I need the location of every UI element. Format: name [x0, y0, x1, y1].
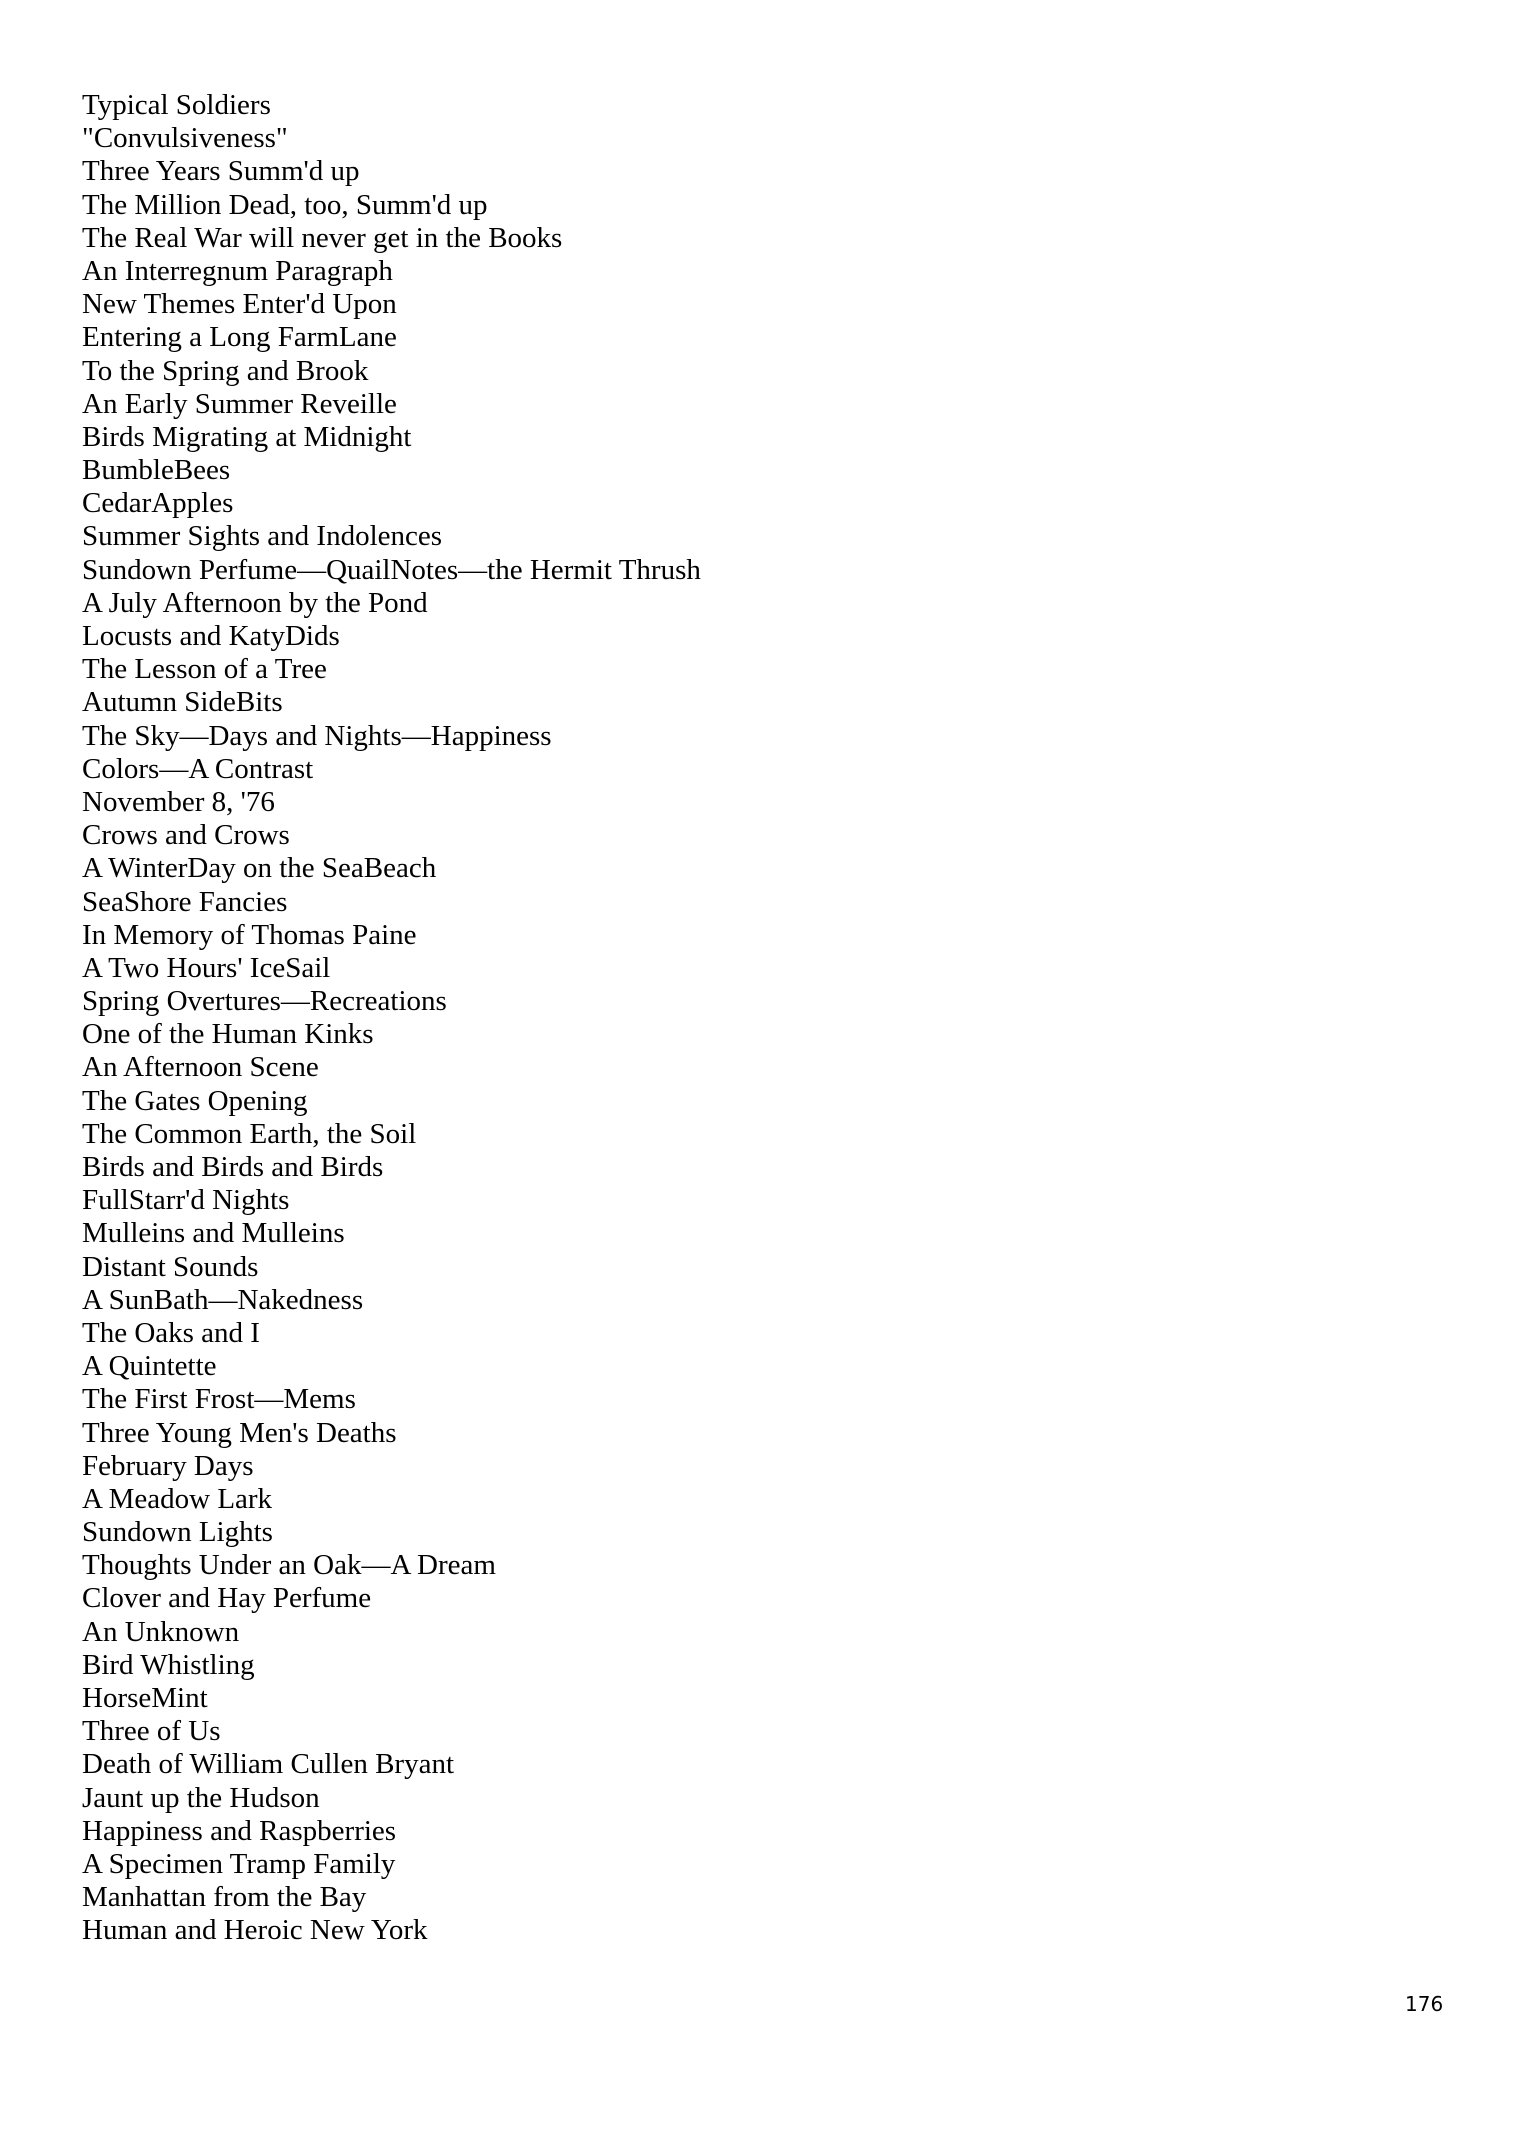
contents-entry: A WinterDay on the SeaBeach	[82, 852, 437, 885]
contents-entry: Colors—A Contrast	[82, 752, 314, 785]
contents-entry: An Interregnum Paragraph	[82, 254, 393, 287]
contents-entry: The Oaks and I	[82, 1316, 260, 1349]
contents-entry: Death of William Cullen Bryant	[82, 1748, 455, 1781]
page-number: 176	[1405, 1992, 1444, 2016]
contents-list	[82, 89, 701, 1948]
contents-entry: Thoughts Under an Oak—A Dream	[82, 1549, 496, 1582]
contents-entry: Three Young Men's Deaths	[82, 1416, 397, 1449]
contents-entry: A Two Hours' IceSail	[82, 951, 331, 984]
contents-entry: The First Frost—Mems	[82, 1383, 356, 1416]
contents-entry: The Gates Opening	[82, 1084, 308, 1117]
contents-entry: Manhattan from the Bay	[82, 1881, 367, 1914]
contents-entry: Happiness and Raspberries	[82, 1814, 397, 1847]
contents-entry: New Themes Enter'd Upon	[82, 288, 397, 321]
contents-entry: November 8, '76	[82, 785, 275, 818]
contents-entry: February Days	[82, 1449, 254, 1482]
contents-entry: The Common Earth, the Soil	[82, 1117, 417, 1150]
contents-entry: An Early Summer Reveille	[82, 387, 397, 420]
contents-entry: Birds and Birds and Birds	[82, 1151, 384, 1183]
contents-entry: Mulleins and Mulleins	[82, 1217, 345, 1250]
contents-entry: Typical Soldiers	[82, 89, 271, 121]
contents-entry: Distant Sounds	[82, 1250, 259, 1283]
contents-entry: A Quintette	[82, 1350, 217, 1383]
contents-entry: An Unknown	[82, 1615, 240, 1648]
contents-entry: Human and Heroic New York	[82, 1914, 428, 1947]
contents-entry: Locusts and KatyDids	[82, 620, 340, 652]
contents-entry: Three Years Summ'd up	[82, 155, 360, 188]
contents-entry: To the Spring and Brook	[82, 354, 369, 387]
contents-entry: Jaunt up the Hudson	[82, 1781, 320, 1814]
contents-entry: The Million Dead, too, Summ'd up	[82, 188, 488, 221]
contents-entry: Clover and Hay Perfume	[82, 1582, 372, 1615]
contents-entry: Three of Us	[82, 1715, 221, 1748]
contents-entry: Entering a Long FarmLane	[82, 321, 397, 354]
contents-entry: The Real War will never get in the Books	[82, 221, 563, 254]
contents-entry: A Meadow Lark	[82, 1482, 273, 1515]
contents-entry: A SunBath—Nakedness	[82, 1283, 364, 1316]
contents-entry: An Afternoon Scene	[82, 1051, 319, 1084]
contents-entry: Summer Sights and Indolences	[82, 520, 443, 553]
contents-entry: "Convulsiveness"	[82, 122, 288, 155]
contents-entry: FullStarr'd Nights	[82, 1184, 290, 1217]
contents-entry: A July Afternoon by the Pond	[82, 586, 428, 619]
contents-entry: One of the Human Kinks	[82, 1018, 374, 1051]
contents-entry: CedarApples	[82, 487, 234, 520]
contents-entry: A Specimen Tramp Family	[82, 1847, 396, 1880]
contents-entry: Sundown Lights	[82, 1516, 273, 1549]
contents-entry: BumbleBees	[82, 454, 231, 487]
contents-entry: HorseMint	[82, 1682, 208, 1714]
contents-entry: In Memory of Thomas Paine	[82, 918, 417, 951]
contents-entry: Spring Overtures—Recreations	[82, 985, 447, 1018]
contents-entry: Crows and Crows	[82, 819, 290, 852]
contents-entry: The Lesson of a Tree	[82, 653, 327, 686]
contents-entry: Birds Migrating at Midnight	[82, 420, 412, 453]
contents-entry: Autumn SideBits	[82, 686, 283, 719]
contents-entry: The Sky—Days and Nights—Happiness	[82, 719, 552, 752]
contents-entry: SeaShore Fancies	[82, 885, 288, 918]
contents-entry: Sundown Perfume—QuailNotes—the Hermit Thrush	[82, 553, 701, 586]
contents-entry: Bird Whistling	[82, 1648, 255, 1681]
